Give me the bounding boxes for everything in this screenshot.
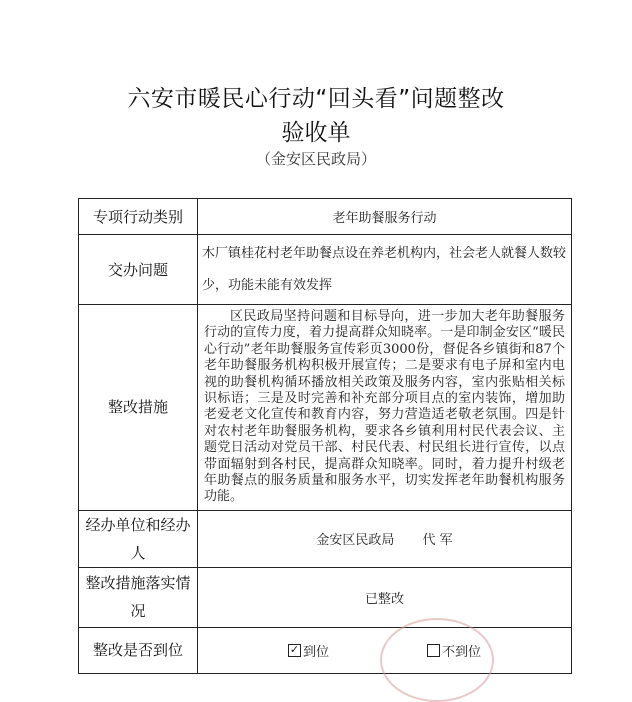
implementation-status-label: 整改措施落实情况 xyxy=(79,567,198,627)
option-no-label: 不到位 xyxy=(442,644,482,660)
checked-box-icon[interactable] xyxy=(288,644,301,657)
row-handling-unit xyxy=(79,510,572,567)
option-yes[interactable] xyxy=(288,641,329,660)
assigned-issue-label: 交办问题 xyxy=(79,235,198,305)
action-type-label: 专项行动类别 xyxy=(79,199,198,235)
measures-label: 整改措施 xyxy=(79,305,198,511)
row-measures xyxy=(79,305,572,511)
row-rectification-check xyxy=(79,627,572,673)
implementation-status-value: 已整改 xyxy=(198,567,572,627)
document-title: 六安市暖民心行动“回头看”问题整改 xyxy=(127,86,505,112)
option-yes-label: 到位 xyxy=(302,644,329,660)
handling-unit-label: 经办单位和经办人 xyxy=(79,510,198,567)
acceptance-form-table xyxy=(78,198,572,674)
official-seal-icon xyxy=(380,618,494,702)
action-type-value: 老年助餐服务行动 xyxy=(198,199,572,235)
unit-name: 金安区民政局 xyxy=(316,533,395,549)
document-title-line2: 验收单 xyxy=(281,120,351,146)
unit-person: 代 军 xyxy=(422,533,453,549)
row-assigned-issue xyxy=(79,235,572,305)
measures-value: 区民政局坚持问题和目标导向，进一步加大老年助餐服务行动的宣传力度，着力提高群众知晓率。一是印制金安区“暖民心行动”老年助餐服务宣传彩页3000份，督促各乡镇街和87个老年助餐服务机构积极开展宣传；二是要求有电子屏和室内电视的助餐机构循环播放相关政策及服务内容，室内张贴相关标识标语；三是及时完善和补充部分项目点的室内装饰，增加助老爱老文化宣传和教育内容，努力营造适老敬老氛围。四是针对农村老年助餐服务机构，要求各乡镇利用村民代表会议、主题党日活动对党员干部、村民代表、村民组长进行宣传，以点带面辐射到各村民，提高群众知晓率。同时，着力提升村级老年助餐点的服务质量和服务水平，切实发挥老年助餐机构服务功能。 xyxy=(198,305,572,511)
handling-unit-value xyxy=(198,510,572,567)
rectification-check-label: 整改是否到位 xyxy=(79,627,198,673)
document-subtitle: （金安区民政局） xyxy=(255,150,376,168)
assigned-issue-value: 木厂镇桂花村老年助餐点设在养老机构内，社会老人就餐人数较少，功能未能有效发挥 xyxy=(198,235,572,305)
row-action-type xyxy=(79,199,572,235)
row-implementation-status xyxy=(79,567,572,627)
